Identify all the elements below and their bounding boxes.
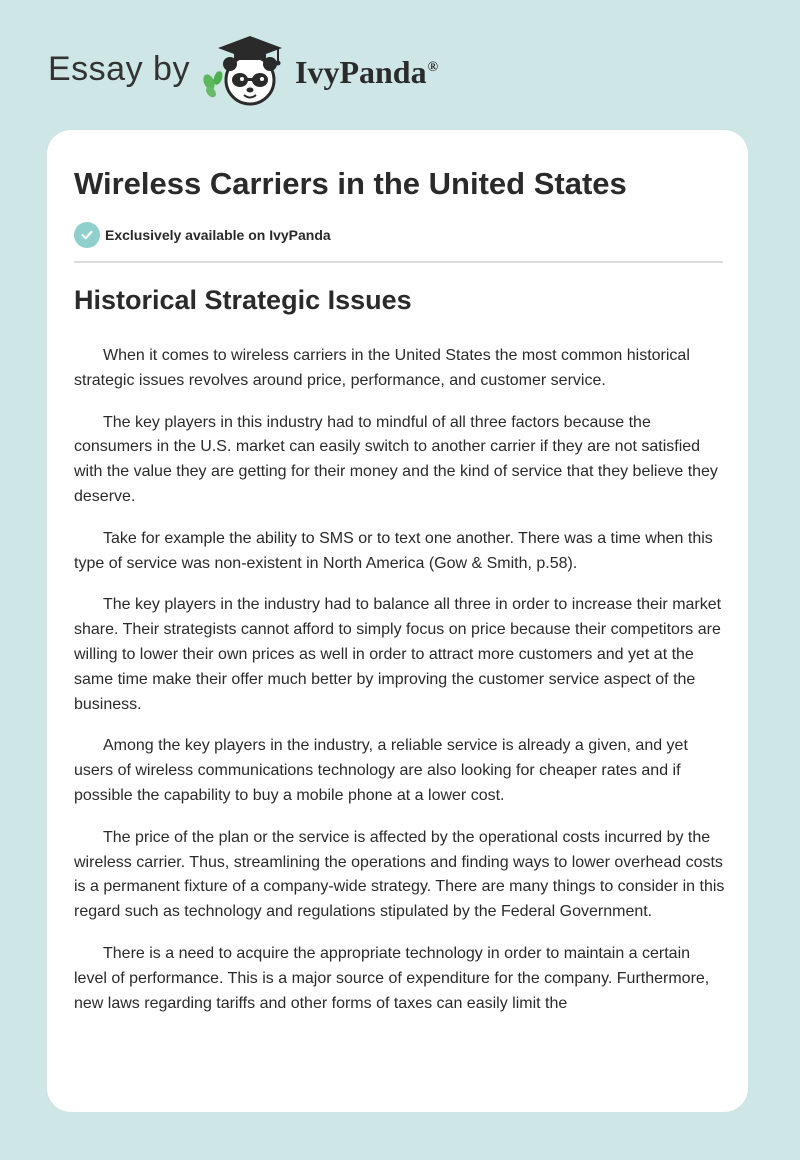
section-heading: Historical Strategic Issues (74, 285, 412, 315)
check-icon (74, 222, 100, 248)
brand-name[interactable] (295, 54, 438, 91)
page-title: Wireless Carriers in the United States (74, 166, 627, 201)
paragraph: The key players in the industry had to balance all three in order to increase their market share. Their strategists cannot afford to simply focus on price because their competitors are willing to lower their own prices as well in order to attract more customers and yet at the same time make their offer much better by improving the customer service aspect of the business. (74, 596, 722, 713)
essay-by-label: Essay by (48, 50, 190, 88)
divider (74, 261, 723, 263)
site-header (0, 0, 800, 130)
panda-graduate-logo[interactable] (198, 34, 294, 108)
paragraph: The key players in this industry had to mindful of all three factors because the consumers in the U.S. market can easily switch to another carrier if they are not satisfied with the value they are getting for their money and the kind of service that they believe they deserve. (74, 413, 718, 505)
paragraph: When it comes to wireless carriers in the United States the most common historical strategic issues revolves around price, performance, and customer service. (74, 347, 690, 389)
badge-text: Exclusively available on IvyPanda (105, 227, 331, 243)
leaf-icon (201, 70, 224, 99)
paragraph: There is a need to acquire the appropriate technology in order to maintain a certain level of performance. This is a major source of expenditure for the company. Furthermore, new laws regarding tariffs and other forms of taxes can easily limit the (74, 944, 710, 1012)
essay-body (74, 344, 726, 1033)
paragraph: Take for example the ability to SMS or to text one another. There was a time when this type of service was non-existent in North America (Gow & Smith, p.58). (74, 529, 713, 572)
essay-card (47, 130, 748, 1112)
registered-mark: ® (427, 60, 439, 76)
exclusive-badge (74, 222, 331, 248)
paragraph: Among the key players in the industry, a reliable service is already a given, and yet users of wireless communications technology are also looking for cheaper rates and if possible the capability to buy a mobile phone at a lower cost. (74, 737, 688, 804)
brand-text: IvyPanda (295, 54, 427, 90)
paragraph: The price of the plan or the service is affected by the operational costs incurred by the wireless carrier. Thus, streamlining the operations and finding ways to lower overhead costs is a permanent fixture of a company-wide strategy. There are many things to consider in this regard such as technology and regulations stipulated by the Federal Government. (74, 828, 725, 921)
